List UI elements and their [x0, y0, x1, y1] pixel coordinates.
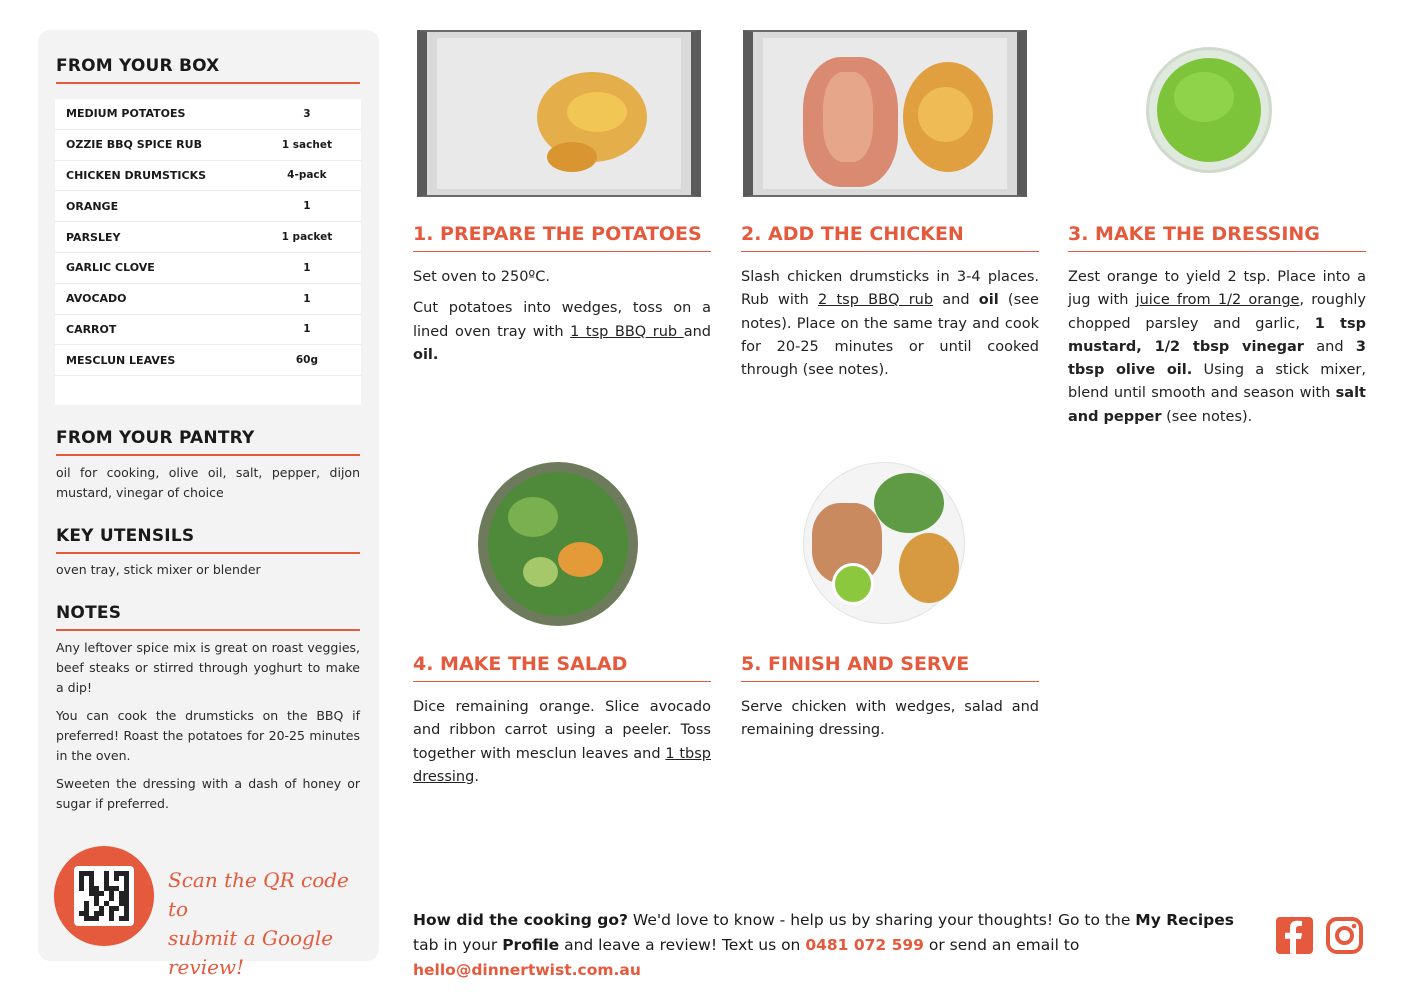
phone-link[interactable]: 0481 072 599	[805, 936, 924, 954]
ingredient-qty: 1	[303, 292, 311, 305]
step-1-body	[413, 266, 711, 375]
table-row	[55, 345, 361, 376]
table-row	[55, 191, 361, 222]
box-ingredients-table	[55, 99, 361, 405]
ingredient-name: ORANGE	[66, 199, 119, 213]
ingredient-name: MESCLUN LEAVES	[66, 353, 176, 367]
qr-code-icon[interactable]	[74, 866, 134, 926]
table-row	[55, 222, 361, 253]
ingredient-qty: 1	[303, 200, 311, 213]
step-1-line1: Set oven to 250ºC.	[413, 269, 550, 285]
ingredient-name: CARROT	[66, 322, 117, 336]
note-item: Sweeten the dressing with a dash of honey or sugar if preferred.	[56, 776, 360, 811]
ingredient-qty: 3	[303, 107, 311, 120]
step-4-body: Dice remaining orange. Slice avocado and ribbon carrot using a peeler. Toss together with mesclun leaves and 1 tbsp dressing.	[413, 699, 711, 785]
potatoes-tray-image	[417, 30, 701, 197]
box-heading: FROM YOUR BOX	[56, 56, 360, 84]
instagram-icon[interactable]	[1326, 917, 1363, 954]
ingredient-name: CHICKEN DRUMSTICKS	[66, 168, 207, 182]
qr-badge	[54, 846, 154, 946]
note-item: Any leftover spice mix is great on roast veggies, beef steaks or stirred through yoghurt to make a dip!	[56, 640, 360, 695]
ingredient-name: OZZIE BBQ SPICE RUB	[66, 138, 202, 152]
ingredient-qty: 1 packet	[281, 231, 333, 244]
ingredient-name: AVOCADO	[66, 292, 127, 306]
table-row	[55, 284, 361, 315]
step-3-title: 3. MAKE THE DRESSING	[1068, 223, 1366, 252]
email-link[interactable]: hello@dinnertwist.com.au	[413, 961, 641, 979]
ingredient-name: MEDIUM POTATOES	[66, 107, 186, 121]
salad-bowl-image	[478, 462, 638, 626]
note-item: You can cook the drumsticks on the BBQ if preferred! Roast the potatoes for 20-25 minutes in the oven.	[56, 708, 360, 763]
ingredients-sidebar	[38, 30, 379, 979]
table-row	[55, 161, 361, 192]
ingredient-name: PARSLEY	[66, 230, 121, 244]
table-row	[55, 99, 361, 130]
step-5-title: 5. FINISH AND SERVE	[741, 653, 1039, 682]
table-row	[55, 315, 361, 346]
step-2-title: 2. ADD THE CHICKEN	[741, 223, 1039, 252]
ingredient-qty: 1	[303, 261, 311, 274]
finished-plate-image	[803, 462, 965, 624]
step-1-line2: Cut potatoes into wedges, toss on a lined oven tray with 1 tsp BBQ rub and oil.	[413, 300, 711, 363]
step-1-title: 1. PREPARE THE POTATOES	[413, 223, 711, 252]
ingredient-qty: 1 sachet	[281, 138, 332, 151]
table-row	[55, 253, 361, 284]
step-2-body: Slash chicken drumsticks in 3-4 places. Rub with 2 tsp BBQ rub and oil (see notes). Place on the same tray and cook for 20-25 minutes or until cooked through (see notes).	[741, 269, 1039, 379]
ingredient-qty: 1	[303, 323, 311, 336]
step-5-body: Serve chicken with wedges, salad and remaining dressing.	[741, 699, 1039, 739]
table-row	[55, 130, 361, 161]
chicken-tray-image	[743, 30, 1027, 197]
pantry-heading: FROM YOUR PANTRY	[56, 428, 360, 456]
utensils-heading: KEY UTENSILS	[56, 526, 360, 554]
step-3-body: Zest orange to yield 2 tsp. Place into a jug with juice from 1/2 orange, roughly chopped parsley and garlic, 1 tsp mustard, 1/2 tbsp vinegar and 3 tbsp olive oil. Using a stick mixer, blend until smooth and season with salt and pepper (see notes).	[1068, 269, 1366, 425]
step-4-title: 4. MAKE THE SALAD	[413, 653, 711, 682]
dressing-jar-image	[1146, 47, 1272, 173]
ingredient-qty: 60g	[295, 354, 318, 367]
ingredient-qty: 4-pack	[287, 169, 327, 182]
ingredient-name: GARLIC CLOVE	[66, 261, 155, 275]
qr-review-note	[168, 866, 368, 982]
pantry-text: oil for cooking, olive oil, salt, pepper, dijon mustard, vinegar of choice	[56, 465, 360, 500]
utensils-text: oven tray, stick mixer or blender	[56, 562, 261, 577]
review-footer: How did the cooking go? We'd love to know - help us by sharing your thoughts! Go to the My Recipes tab in your Profile and leave a review! Text us on 0481 072 599 or send an email to hello@dinnertwist.com.au	[413, 911, 1234, 979]
qr-text-line2: submit a Google review!	[168, 926, 334, 979]
notes-heading: NOTES	[56, 603, 360, 631]
qr-text-line1: Scan the QR code to	[168, 868, 349, 921]
notes-list	[56, 638, 360, 822]
facebook-icon[interactable]	[1276, 917, 1313, 954]
